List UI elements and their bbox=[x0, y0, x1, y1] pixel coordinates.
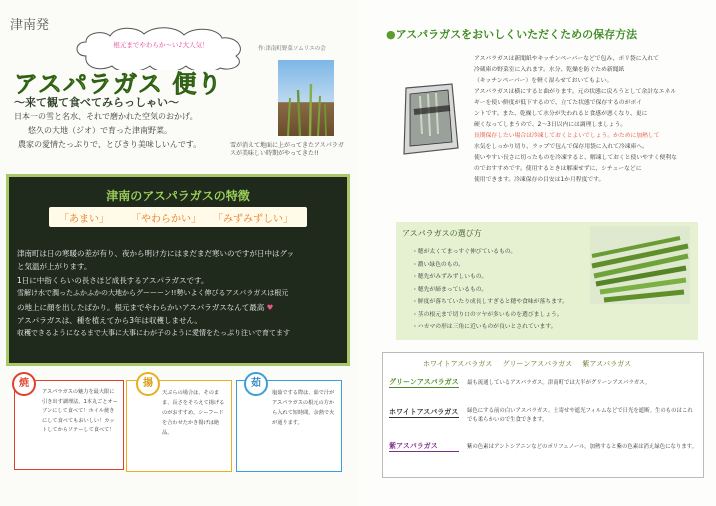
type-name-green: グリーンアスパラガス bbox=[389, 378, 459, 386]
recipe-text-fry: 天ぷらの場合は、そのまま、長さをそろえて揚げるのがおすすめ。シーフードを合わせたかき揚げは絶品。 bbox=[162, 390, 225, 436]
choose-item: ・穂が太くてまっすぐ伸びているもの。 bbox=[412, 249, 517, 255]
board-line: 1日に中指くらいの長さほど成長するアスパラガスです。 bbox=[17, 275, 209, 285]
asparagus-bunch-photo bbox=[590, 226, 690, 304]
storage-line: 水気をしっかり切り、ラップで包んで保存用袋に入れて冷凍庫へ。 bbox=[474, 144, 648, 150]
choose-item: ・茎の根元まで切り口のツヤが多いものを選びましょう。 bbox=[412, 311, 563, 318]
asparagus-field-photo bbox=[278, 60, 334, 136]
producer-credit: 作:津南町野菜ソムリエの会 bbox=[258, 46, 326, 52]
types-header-green: グリーンアスパラガス bbox=[502, 360, 573, 368]
choose-item: ・穂先がみずみずしいもの。 bbox=[412, 274, 488, 280]
board-body bbox=[17, 247, 345, 341]
fry-badge: 揚 bbox=[136, 372, 160, 396]
intro-text bbox=[14, 110, 264, 152]
board-line bbox=[17, 301, 345, 314]
storage-line: （キッチンペーパー）を軽く湿らせておいてもよい。 bbox=[474, 78, 613, 84]
types-box bbox=[382, 352, 704, 478]
storage-line: のでおすすめです。使用するときは解凍せずに、シチューなどに bbox=[474, 166, 642, 172]
board-line-text: の地上に顔を出したばかり。根元までやわらかいアスパラガスなんて最高 bbox=[17, 302, 265, 312]
choose-item: ・鮮度が落ちていたり成長しすぎると穂や食味が落ちます。 bbox=[412, 299, 568, 305]
type-name-white: ホワイトアスパラガス bbox=[389, 408, 459, 416]
feature-soft: 「やわらかい」 bbox=[131, 214, 201, 225]
feature-juicy: 「みずみずしい」 bbox=[213, 214, 293, 225]
storage-line: アスパラガスは新聞紙やキッチンペーパーなどで包み、ポリ袋に入れて bbox=[474, 56, 659, 62]
heart-icon: ♥ bbox=[266, 302, 274, 312]
storage-line: 硬くなってしまうので、2〜3日以内には調理しましょう。 bbox=[474, 122, 627, 128]
recipe-text-boil: 塩茹でする際は、茹で汁がアスパラガスの根元の方から入れて短時間。余熱で火が通ります。 bbox=[272, 390, 335, 426]
storage-bag-illustration bbox=[396, 78, 462, 158]
choose-item: ・穂先が締まっているもの。 bbox=[412, 286, 488, 293]
board-line: アスパラガスは、種を植えてから3年は収穫しません。 bbox=[17, 316, 202, 326]
storage-line: 冷蔵庫の野菜室に入れます。水分、乾燥を防ぐため新聞紙 bbox=[474, 67, 625, 73]
type-name-purple: 紫アスパラガス bbox=[389, 441, 459, 452]
storage-section-title bbox=[386, 26, 637, 42]
right-page bbox=[358, 0, 716, 506]
intro-line: 悠久の大地（ジオ）で育った津南野菜。 bbox=[28, 126, 172, 135]
type-desc-green: 最も流通しているアスパラガス。津南町では大半がグリーンアスパラガス。 bbox=[467, 380, 651, 386]
board-line: 雪解け水で潤ったふかふかの大地からグーーーン!!勢いよく伸びるアスパラガスは根元 bbox=[17, 289, 289, 298]
intro-line: 農家の愛情たっぷりで、とびきり美味しいんです。 bbox=[18, 140, 202, 149]
storage-line: 使用できます。冷凍保存の目安は1か月程度です。 bbox=[474, 177, 605, 183]
storage-line: 長期保存したい場合は冷凍しておくとよいでしょう。かために加熱して bbox=[474, 133, 660, 139]
types-header-white: ホワイトアスパラガス bbox=[423, 360, 493, 368]
boil-badge: 茹 bbox=[244, 372, 268, 396]
intro-line: 日本一の雪と名水、それで磨かれた空気のおかげ。 bbox=[14, 112, 198, 121]
cloud-tag-text: 根元までやわらか〜い♪大人気！ bbox=[113, 41, 209, 49]
feature-sweet: 「あまい」 bbox=[59, 214, 109, 225]
header-small: 津南発 bbox=[10, 18, 50, 33]
title-main: アスパラガス 便り bbox=[14, 70, 223, 98]
board-line: 津南町は日の寒暖の差が有り、夜から明け方にはまだまだ寒いのですが日中はグッ bbox=[17, 249, 295, 258]
choose-item: ・濃い緑色のもの。 bbox=[412, 261, 464, 268]
choose-title: アスパラガスの選び方 bbox=[402, 229, 482, 238]
type-desc-purple: 紫の色素はアントシアニンなどのポリフェノール。加熱すると紫の色素は消え緑色になります。 bbox=[467, 444, 698, 450]
storage-line: 使いやすい長さに切ったものを冷凍すると、解凍しておくと使いやすく便利な bbox=[474, 155, 677, 161]
title-sub: 〜来て観て食べてみらっしゃい〜 bbox=[14, 96, 179, 109]
grill-badge: 焼 bbox=[12, 372, 36, 396]
storage-text bbox=[474, 54, 710, 186]
board-line: と気温が上がります。 bbox=[17, 262, 92, 272]
bullet-icon: ● bbox=[386, 28, 396, 41]
choose-item: ・ハカマの形は三角に近いものが良いとされています。 bbox=[412, 324, 557, 330]
storage-line: ントです。また、乾燥して水分が失われると食感が悪くなり、更に bbox=[474, 111, 648, 117]
storage-line: アスパラガスは横にすると曲がります。元の状態に戻ろうとして余計なエネル bbox=[474, 89, 677, 95]
type-desc-white: 緑色にする前の白いアスパラガス。土寄せや遮光フィルムなどで日光を遮断。生のものはこれでも柔らかいので生食できます。 bbox=[467, 408, 693, 423]
board-title: 津南のアスパラガスの特徴 bbox=[106, 189, 250, 203]
photo-caption: 雪が消えて地面に上がってきたアスパラガスが美味しい時期がやってきた!! bbox=[230, 142, 344, 158]
types-header bbox=[423, 359, 631, 369]
recipe-text-grill: アスパラガスの魅力を最大限に引き出す調理法。1本丸ごとオーブンにして食べて！ホイル焼きにして食べてもおいしい！カットしてからソテーして食べて！ bbox=[42, 389, 118, 433]
storage-title-text: アスパラガスをおいしくいただくための保存方法 bbox=[395, 28, 638, 41]
features-banner bbox=[49, 207, 307, 227]
storage-line: ギーを使い鮮度が低下するので、立てた状態で保存するのがポイ bbox=[474, 100, 642, 106]
types-header-purple: 紫アスパラガス bbox=[582, 360, 632, 368]
chalkboard bbox=[6, 174, 350, 366]
board-line: 収穫できるようになるまで大事に大事にわが子のように愛情をたっぷり注いで育てます bbox=[17, 329, 290, 338]
